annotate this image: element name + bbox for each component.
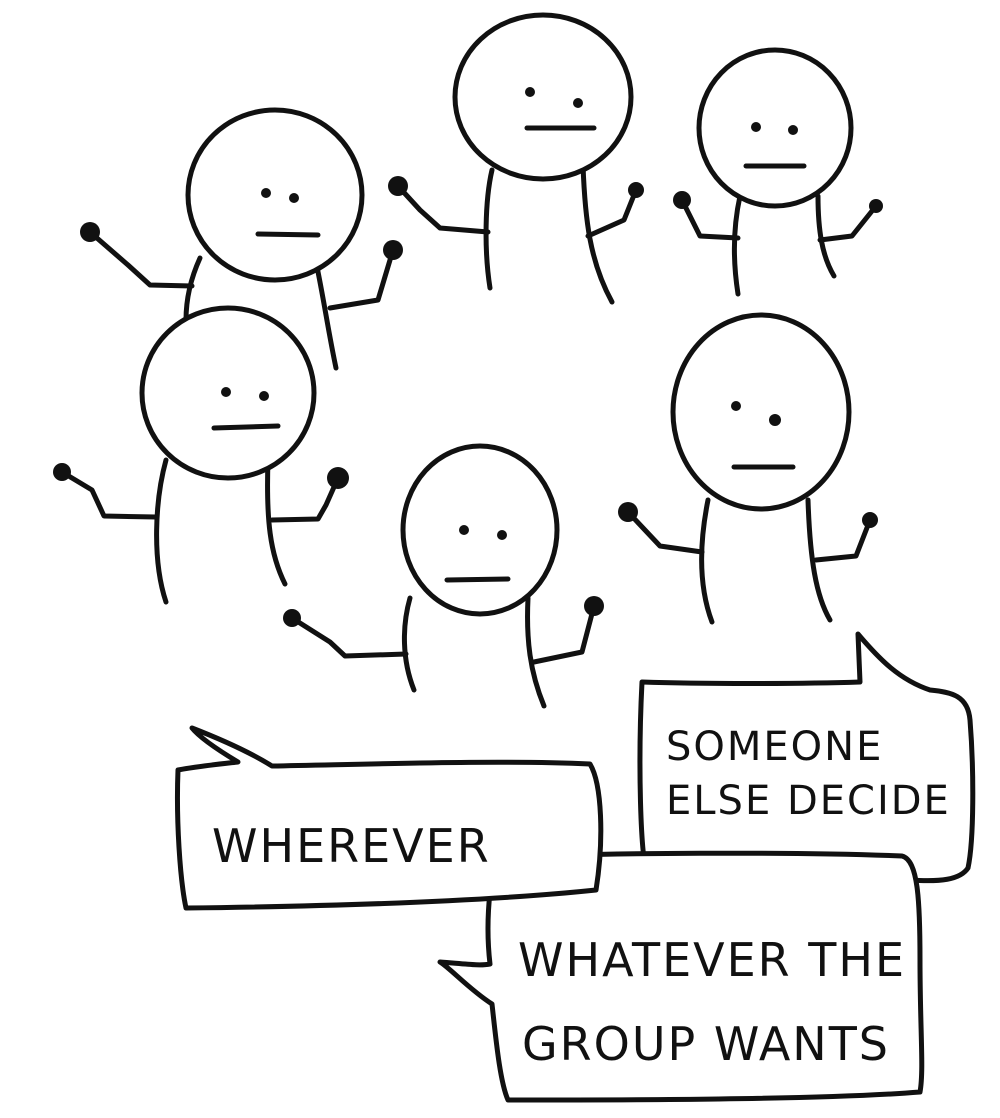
speech-bubble-someone-else-decide — [640, 634, 973, 881]
bubble-line: WHEREVER — [212, 819, 491, 873]
bubble-line: SOMEONE — [666, 724, 884, 770]
stick-figure-6 — [618, 315, 878, 622]
stick-figure-3 — [673, 50, 883, 294]
bubble-line: GROUP WANTS — [522, 1017, 890, 1071]
speech-bubble-wherever — [177, 728, 600, 908]
stick-figure-2 — [388, 15, 644, 302]
bubble-line: WHATEVER THE — [518, 933, 907, 987]
stick-figure-4 — [53, 308, 349, 602]
bubble-line: ELSE DECIDE — [666, 778, 951, 824]
svg-text:WHEREVER — [212, 819, 491, 873]
